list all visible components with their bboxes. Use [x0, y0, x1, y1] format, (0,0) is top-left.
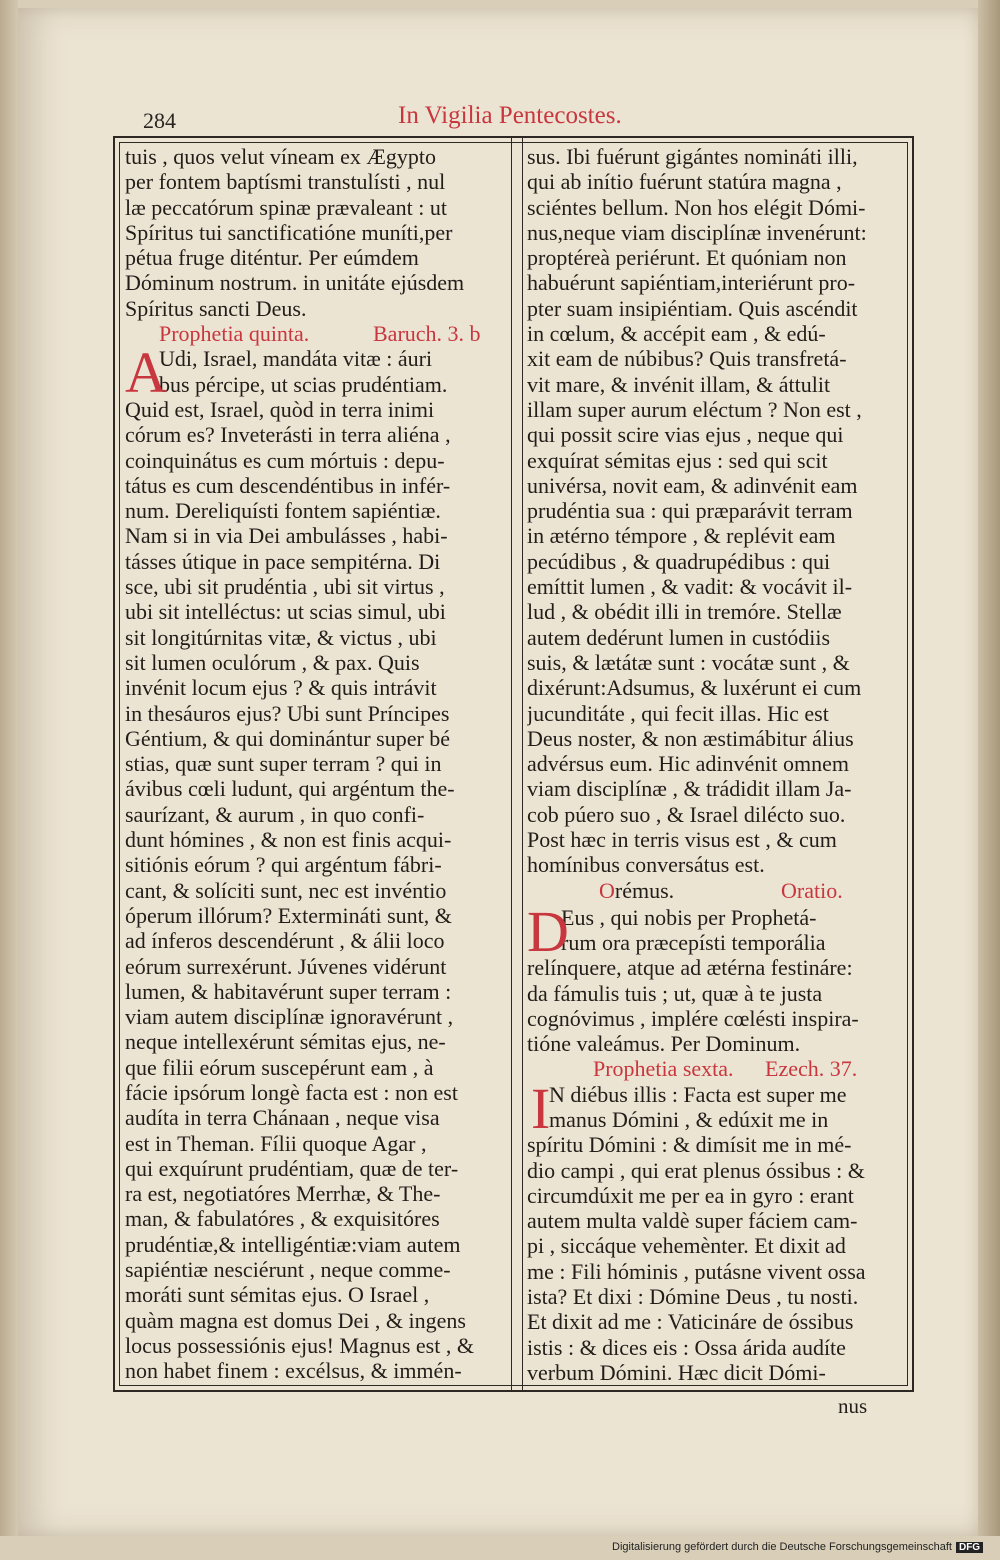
text-line: sit longitúrnitas vitæ, & victus , ubi [125, 624, 437, 650]
rubric-reference: Baruch. 3. b [373, 321, 481, 347]
text-line: vit mare, & invénit illam, & áttulit [527, 371, 831, 397]
left-lines-top [125, 144, 505, 321]
text-line: dixérunt:Adsumus, & luxérunt ei cum [527, 675, 862, 701]
text-line: N diébus illis : Facta est super me [549, 1081, 847, 1107]
text-line: verbum Dómini. Hæc dicit Dómi- [527, 1359, 826, 1385]
text-line: cognóvimus , implére cœlésti inspira- [527, 1005, 859, 1031]
digitization-credit [612, 1541, 983, 1557]
drop-cap-d-lines [527, 898, 899, 964]
text-line: emíttit lumen , & vadit: & vocávit il- [527, 574, 853, 600]
text-line: homínibus conversátus est. [527, 852, 765, 878]
text-line: istis : & dices eis : Ossa árida audíte [527, 1334, 846, 1360]
rubric-prophetia-quinta [125, 321, 505, 346]
text-line: córum es? Inveterásti in terra aliéna , [125, 422, 451, 448]
text-line: per fontem baptísmi transtulísti , nul [125, 169, 446, 195]
text-line: bus pércipe, ut scias prudéntiam. [159, 371, 448, 397]
text-line: sapiéntiæ nesciérunt , neque comme- [125, 1257, 451, 1283]
text-line: sce, ubi sit prudéntia , ubi sit virtus , [125, 574, 445, 600]
text-line: lud , & obédit illi in tremóre. Stellæ [527, 599, 842, 625]
drop-cap-i-lines [527, 1075, 899, 1141]
paragraph-in-diebus [527, 1075, 899, 1141]
text-line: fácie ipsórum longè facta est : non est [125, 1079, 458, 1105]
text-line: autem dedérunt lumen in custódiis [527, 624, 831, 650]
rubric-title: Prophetia quinta. [159, 321, 310, 347]
text-line: ad ínferos descendérunt , & álii loco [125, 928, 445, 954]
text-line: tátus es cum descendéntibus in infér- [125, 472, 451, 498]
text-line: viam disciplínæ , & trádidit illam Ja- [527, 776, 852, 802]
text-line: suis, & lætátæ sunt : vocátæ sunt , & [527, 649, 850, 675]
text-line: Deus noster, & non æstimábitur álius [527, 725, 854, 751]
text-line: Eus , qui nobis per Prophetá- [561, 904, 817, 930]
text-line: sit lumen oculórum , & pax. Quis [125, 649, 420, 675]
rubric-reference-sexta: Ezech. 37. [765, 1056, 858, 1082]
paragraph-deus [527, 898, 899, 964]
text-line: in ætérno témpore , & replévit eam [527, 523, 836, 549]
dfg-logo: DFG [956, 1542, 983, 1553]
text-line: me : Fili hóminis , putásne vivent ossa [527, 1258, 866, 1284]
text-line: xit eam de núbibus? Quis transfretá- [527, 346, 847, 372]
drop-cap-lines [125, 340, 505, 406]
text-line: relínquere, atque ad ætérna festináre: [527, 955, 853, 981]
text-line: invénit locum ejus ? & quis intrávit [125, 675, 437, 701]
text-line: moráti sunt sémitas ejus. O Israel , [125, 1282, 430, 1308]
text-line: læ peccatórum spinæ prævaleant : ut [125, 194, 447, 220]
text-line: prudéntia sua : qui præparávit terram [527, 498, 853, 524]
text-line: prudéntiæ,& intelligéntiæ:viam autem [125, 1231, 461, 1257]
text-line: Quid est, Israel, quòd in terra inimi [125, 396, 435, 422]
drop-cap-initial-i: I [531, 1075, 551, 1141]
text-line: proptéreà periérunt. Et quóniam non [527, 245, 847, 271]
text-line: manus Dómini , & edúxit me in [549, 1106, 829, 1132]
column-divider [511, 138, 523, 1390]
text-line: in cœlum, & accépit eam , & edú- [527, 321, 826, 347]
text-line: habuérunt sapiéntiam,interiérunt pro- [527, 270, 856, 296]
page-number: 284 [143, 108, 176, 133]
text-line: illam super aurum eléctum ? Non est , [527, 396, 862, 422]
text-line: ista? Et dixi : Dómine Deus , tu nosti. [527, 1284, 859, 1310]
drop-cap-initial-d: D [527, 898, 569, 964]
text-line: qui ab inítio fuérunt statúra magna , [527, 169, 842, 195]
text-line: sciéntes bellum. Non hos elégit Dómi- [527, 194, 866, 220]
text-line: Géntium, & qui dominántur super bé [125, 725, 451, 751]
text-line: non habet finem : excélsus, & immén- [125, 1358, 462, 1384]
rubric-oremus [527, 878, 899, 905]
text-line: cant, & solíciti sunt, nec est invéntio [125, 877, 447, 903]
text-line: dunt hómines , & non est finis acqui- [125, 827, 452, 853]
text-line: viam autem disciplínæ ignoravérunt , [125, 1004, 454, 1030]
right-lines-top [527, 144, 899, 878]
text-line: exquírat sémitas ejus : sed qui scit [527, 447, 828, 473]
text-line: Spíritus sancti Deus. [125, 295, 307, 321]
right-column [527, 144, 899, 1385]
text-line: pter suam insipiéntiam. Quis ascéndit [527, 295, 858, 321]
text-line: man, & fabulatóres , & exquisitóres [125, 1206, 440, 1232]
text-frame [113, 136, 914, 1392]
text-line: pi , siccáque vehemènter. Et dixit ad [527, 1233, 846, 1259]
text-line: Udi, Israel, mandáta vitæ : áuri [159, 346, 433, 372]
text-line: locus possessiónis ejus! Magnus est , & [125, 1332, 474, 1358]
text-line: rum ora præcepísti temporália [561, 929, 826, 955]
credit-text: Digitalisierung gefördert durch die Deutsche Forschungsgemeinschaft [612, 1541, 952, 1553]
rubric-title-sexta: Prophetia sexta. [593, 1056, 734, 1082]
text-line: que filii eórum suscepérunt eam , à [125, 1054, 434, 1080]
drop-cap-initial: A [125, 340, 167, 406]
text-line: pecúdibus , & quadrupédibus : qui [527, 548, 831, 574]
left-lines-body [125, 397, 505, 1384]
text-line: qui possit scire vias ejus , neque qui [527, 422, 844, 448]
text-line: ávibus cœli ludunt, qui argéntum the- [125, 776, 455, 802]
text-line: tuis , quos velut víneam ex Ægypto [125, 144, 437, 169]
text-line: quàm magna est domus Dei , & ingens [125, 1307, 466, 1333]
text-line: Spíritus tui sanctificatióne muníti,per [125, 219, 453, 245]
oremus-text: rémus. [614, 877, 675, 903]
catchword: nus [838, 1394, 868, 1418]
text-line: ra est, negotiatóres Merrhæ, & The- [125, 1181, 441, 1207]
text-line: autem multa valdè super fáciem cam- [527, 1208, 858, 1234]
text-line: jucunditáte , qui fecit illas. Hic est [527, 700, 829, 726]
text-line: eórum surrexérunt. Júvenes vidérunt [125, 953, 447, 979]
text-line: in thesáuros ejus? Ubi sunt Príncipes [125, 700, 450, 726]
text-line: tióne valeámus. Per Dominum. [527, 1031, 801, 1057]
running-head [0, 102, 1000, 134]
page-gutter-shadow [0, 0, 18, 1536]
text-line: num. Dereliquísti fontem sapiéntiæ. [125, 498, 441, 524]
text-line: cob púero suo , & Israel dilécto suo. [527, 801, 846, 827]
text-line: ubi sit intelléctus: ut scias simul, ubi [125, 599, 446, 625]
text-line: saurízant, & aurum , in quo confi- [125, 801, 425, 827]
text-line: Post hæc in terris visus est , & cum [527, 827, 837, 853]
text-line: óperum illórum? Extermináti sunt, & [125, 902, 452, 928]
text-line: Et dixit ad me : Vaticináre de óssibus [527, 1309, 854, 1335]
text-line: spíritu Dómini : & dimísit me in mé- [527, 1132, 852, 1158]
oremus-initial: O [599, 877, 615, 903]
oratio-label: Oratio. [781, 877, 843, 903]
text-line: circumdúxit me per ea in gyro : erant [527, 1182, 854, 1208]
page-title: In Vigilia Pentecostes. [398, 102, 622, 129]
text-line: neque intellexérunt sémitas ejus, ne- [125, 1029, 446, 1055]
text-line: lumen, & habitavérunt super terram : [125, 978, 452, 1004]
text-line: nus,neque viam disciplínæ invenérunt: [527, 219, 867, 245]
text-line: sus. Ibi fuérunt gigántes nomináti illi, [527, 144, 858, 169]
text-line: univérsa, novit eam, & adinvénit eam [527, 472, 858, 498]
text-line: Nam si in via Dei ambulásses , habi- [125, 523, 448, 549]
right-lines-oratio [527, 955, 899, 1056]
text-line: audíta in terra Chánaan , neque visa [125, 1105, 440, 1131]
text-line: stias, quæ sunt super terram ? qui in [125, 751, 442, 777]
text-line: Dóminum nostrum. in unitáte ejúsdem [125, 270, 465, 296]
text-line: qui exquírunt prudéntiam, quæ de ter- [125, 1155, 459, 1181]
text-line: da fámulis tuis ; ut, quæ à te justa [527, 980, 823, 1006]
page-edge [978, 0, 1000, 1536]
text-line: tásses útique in pace sempitérna. Di [125, 548, 441, 574]
text-line: coinquinátus es cum mórtuis : depu- [125, 447, 445, 473]
text-line: pétua fruge diténtur. Per eúmdem [125, 245, 419, 271]
text-line: advérsus eum. Hic adinvénit omnem [527, 751, 849, 777]
left-column [125, 144, 505, 1384]
paragraph-audi-israel [125, 340, 505, 406]
text-line: dio campi , qui erat plenus óssibus : & [527, 1157, 865, 1183]
right-lines-body [527, 1132, 899, 1385]
text-line: sitiónis eórum ? qui argéntum fábri- [125, 852, 442, 878]
rubric-prophetia-sexta [527, 1056, 899, 1081]
text-line: est in Theman. Fílii quoque Agar , [125, 1130, 427, 1156]
